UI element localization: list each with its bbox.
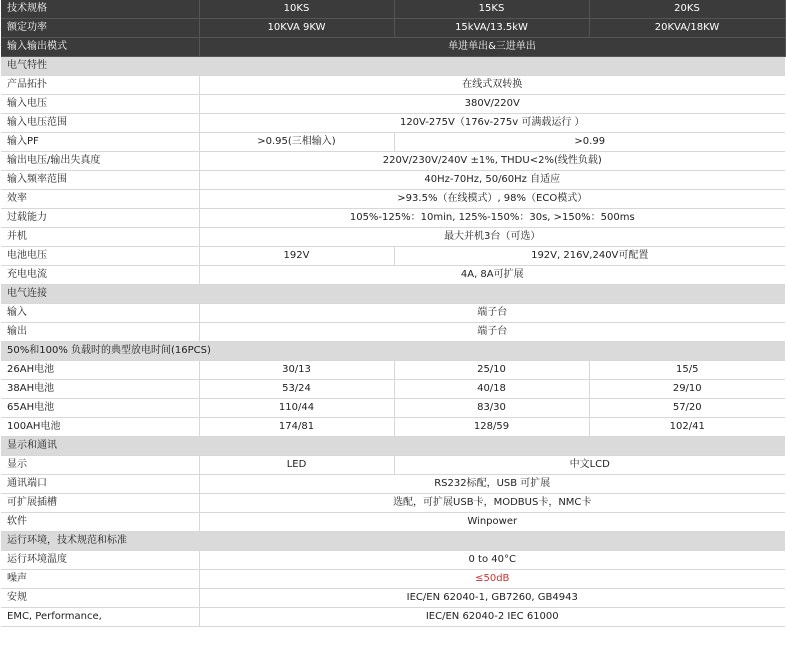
noise-value: ≤50dB [199, 570, 785, 589]
spec-table [1, 0, 786, 627]
section-electrical [1, 57, 785, 76]
row-value: 中文LCD [394, 456, 785, 475]
section-title: 电气连接 [1, 285, 785, 304]
header-row-power [1, 19, 785, 38]
model-15ks: 15KS [394, 0, 589, 19]
row-value: 端子台 [199, 323, 785, 342]
table-row [1, 76, 785, 95]
row-value: 0 to 40°C [199, 551, 785, 570]
row-value: 53/24 [199, 380, 394, 399]
row-value: 30/13 [199, 361, 394, 380]
row-value: 220V/230V/240V ±1%, THDU<2%(线性负载) [199, 152, 785, 171]
table-row [1, 456, 785, 475]
table-row [1, 133, 785, 152]
row-label: 并机 [1, 228, 199, 247]
row-label: 输出电压/输出失真度 [1, 152, 199, 171]
row-label: 输入电压范围 [1, 114, 199, 133]
table-row [1, 190, 785, 209]
table-row [1, 608, 785, 627]
section-display [1, 437, 785, 456]
row-value: 57/20 [589, 399, 785, 418]
section-backup [1, 342, 785, 361]
table-row [1, 475, 785, 494]
header-row-spec [1, 0, 785, 19]
header-label: 输入输出模式 [1, 38, 199, 57]
row-value: >0.99 [394, 133, 785, 152]
row-value: 40/18 [394, 380, 589, 399]
row-label: 输入PF [1, 133, 199, 152]
section-title: 显示和通讯 [1, 437, 785, 456]
row-label: EMC, Performance, [1, 608, 199, 627]
row-value: IEC/EN 62040-2 IEC 61000 [199, 608, 785, 627]
table-row [1, 380, 785, 399]
row-value: 29/10 [589, 380, 785, 399]
row-value: Winpower [199, 513, 785, 532]
row-value: 40Hz-70Hz, 50/60Hz 自适应 [199, 171, 785, 190]
table-row [1, 247, 785, 266]
header-row-io-mode [1, 38, 785, 57]
row-value: 174/81 [199, 418, 394, 437]
section-title: 50%和100% 负载时的典型放电时间(16PCS) [1, 342, 785, 361]
table-row [1, 551, 785, 570]
row-value: 380V/220V [199, 95, 785, 114]
header-label: 额定功率 [1, 19, 199, 38]
row-label: 输入电压 [1, 95, 199, 114]
row-value: RS232标配，USB 可扩展 [199, 475, 785, 494]
row-value: 110/44 [199, 399, 394, 418]
row-value: 192V, 216V,240V可配置 [394, 247, 785, 266]
row-value: 102/41 [589, 418, 785, 437]
row-value: 120V-275V（176v-275v 可满载运行 ） [199, 114, 785, 133]
section-environment [1, 532, 785, 551]
row-label: 65AH电池 [1, 399, 199, 418]
row-value: 端子台 [199, 304, 785, 323]
row-label: 26AH电池 [1, 361, 199, 380]
row-label: 显示 [1, 456, 199, 475]
row-value: 4A, 8A可扩展 [199, 266, 785, 285]
row-label: 通讯端口 [1, 475, 199, 494]
row-label: 100AH电池 [1, 418, 199, 437]
row-value: 192V [199, 247, 394, 266]
io-mode-value: 单进单出&三进单出 [199, 38, 785, 57]
table-row [1, 114, 785, 133]
table-row [1, 171, 785, 190]
table-row [1, 570, 785, 589]
row-label: 产品拓扑 [1, 76, 199, 95]
row-value: 15/5 [589, 361, 785, 380]
table-row [1, 304, 785, 323]
row-label: 电池电压 [1, 247, 199, 266]
section-title: 运行环境，技术规范和标准 [1, 532, 785, 551]
header-label: 技术规格 [1, 0, 199, 19]
power-20ks: 20KVA/18KW [589, 19, 785, 38]
section-title: 电气特性 [1, 57, 785, 76]
row-value: >93.5%（在线模式）, 98%（ECO模式） [199, 190, 785, 209]
row-value: 128/59 [394, 418, 589, 437]
table-row [1, 494, 785, 513]
row-value: LED [199, 456, 394, 475]
power-10ks: 10KVA 9KW [199, 19, 394, 38]
row-label: 安规 [1, 589, 199, 608]
row-label: 输入频率范围 [1, 171, 199, 190]
table-row [1, 152, 785, 171]
row-value: 选配，可扩展USB卡，MODBUS卡，NMC卡 [199, 494, 785, 513]
table-row [1, 399, 785, 418]
row-label: 噪声 [1, 570, 199, 589]
row-value: 105%-125%：10min, 125%-150%：30s, >150%：500ms [199, 209, 785, 228]
row-label: 运行环境温度 [1, 551, 199, 570]
row-label: 38AH电池 [1, 380, 199, 399]
row-value: IEC/EN 62040-1, GB7260, GB4943 [199, 589, 785, 608]
table-row [1, 95, 785, 114]
row-label: 效率 [1, 190, 199, 209]
row-label: 输入 [1, 304, 199, 323]
row-label: 可扩展插槽 [1, 494, 199, 513]
row-label: 充电电流 [1, 266, 199, 285]
table-row [1, 589, 785, 608]
table-row [1, 323, 785, 342]
row-value: 在线式双转换 [199, 76, 785, 95]
row-label: 过载能力 [1, 209, 199, 228]
table-row [1, 513, 785, 532]
table-row [1, 361, 785, 380]
power-15ks: 15kVA/13.5kW [394, 19, 589, 38]
table-row [1, 418, 785, 437]
row-label: 输出 [1, 323, 199, 342]
row-label: 软件 [1, 513, 199, 532]
row-value: 最大并机3台（可选） [199, 228, 785, 247]
model-20ks: 20KS [589, 0, 785, 19]
row-value: 25/10 [394, 361, 589, 380]
row-value: >0.95(三相输入) [199, 133, 394, 152]
table-row [1, 209, 785, 228]
table-row [1, 228, 785, 247]
row-value: 83/30 [394, 399, 589, 418]
model-10ks: 10KS [199, 0, 394, 19]
table-row [1, 266, 785, 285]
section-connection [1, 285, 785, 304]
